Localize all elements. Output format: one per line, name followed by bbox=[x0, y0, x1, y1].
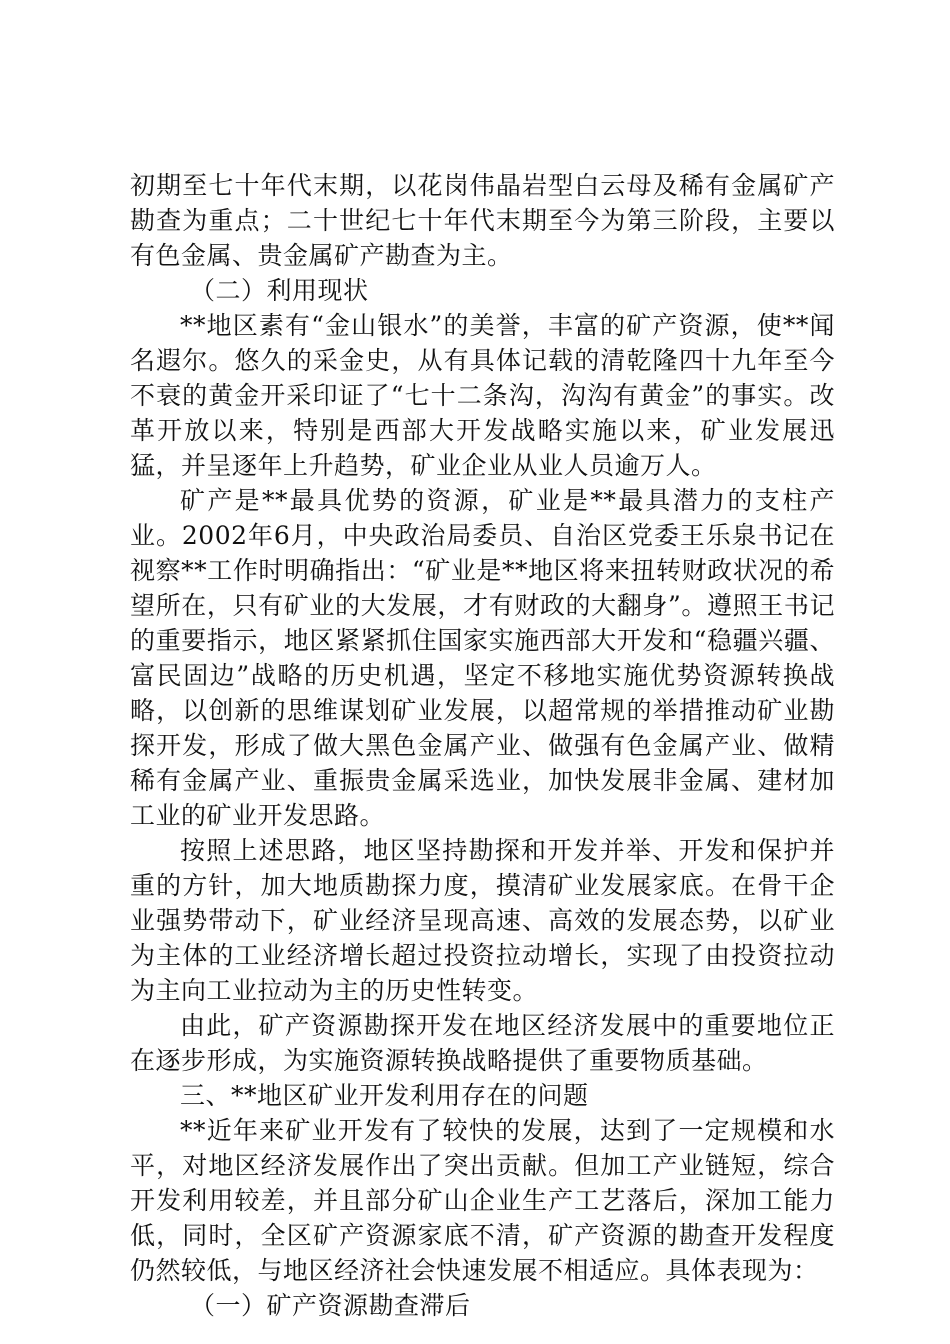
paragraph-continued-history: 初期至七十年代末期，以花岗伟晶岩型白云母及稀有金属矿产勘查为重点；二十世纪七十年代末期至今为第三阶段，主要以有色金属、贵金属矿产勘查为主。 bbox=[130, 171, 835, 270]
document-body bbox=[130, 168, 835, 1323]
section-heading-problems: 三、**地区矿业开发利用存在的问题 bbox=[180, 1081, 589, 1110]
subheading-utilization-status: （二）利用现状 bbox=[190, 276, 369, 305]
paragraph-development-approach: 按照上述思路，地区坚持勘探和开发并举、开发和保护并重的方针，加大地质勘探力度，摸清矿业发展家底。在骨干企业强势带动下，矿业经济呈现高速、高效的发展态势，以矿业为主体的工业经济增长超过投资拉动增长，实现了由投资拉动为主向工业拉动为主的历史性转变。 bbox=[130, 836, 835, 1005]
paragraph-problems-overview: **近年来矿业开发有了较快的发展，达到了一定规模和水平，对地区经济发展作出了突出贡献。但加工产业链短，综合开发利用较差，并且部分矿山企业生产工艺落后，深加工能力低，同时，全区矿产资源家底不清，矿产资源的勘查开发程度仍然较低，与地区经济社会快速发展不相适应。具体表现为： bbox=[130, 1116, 835, 1285]
subheading-exploration-lag: （一）矿产资源勘查滞后 bbox=[190, 1291, 471, 1320]
paragraph-gold-reputation: **地区素有“金山银水”的美誉，丰富的矿产资源，使**闻名遐尔。悠久的采金史，从有具体记载的清乾隆四十九年至今不衰的黄金开采印证了“七十二条沟，沟沟有黄金”的事实。改革开放以来，特别是西部大开发战略实施以来，矿业发展迅猛，并呈逐年上升趋势，矿业企业从业人员逾万人。 bbox=[130, 311, 835, 480]
paragraph-material-basis: 由此，矿产资源勘探开发在地区经济发展中的重要地位正在逐步形成，为实施资源转换战略提供了重要物质基础。 bbox=[130, 1011, 835, 1075]
paragraph-pillar-industry: 矿产是**最具优势的资源，矿业是**最具潜力的支柱产业。2002年6月，中央政治局委员、自治区党委王乐泉书记在视察**工作时明确指出：“矿业是**地区将来扭转财政状况的希望所在，只有矿业的大发展，才有财政的大翻身”。遵照王书记的重要指示，地区紧紧抓住国家实施西部大开发和“稳疆兴疆、富民固边”战略的历史机遇，坚定不移地实施优势资源转换战略，以创新的思维谋划矿业发展，以超常规的举措推动矿业勘探开发，形成了做大黑色金属产业、做强有色金属产业、做精稀有金属产业、重振贵金属采选业，加快发展非金属、建材加工业的矿业开发思路。 bbox=[130, 486, 835, 830]
